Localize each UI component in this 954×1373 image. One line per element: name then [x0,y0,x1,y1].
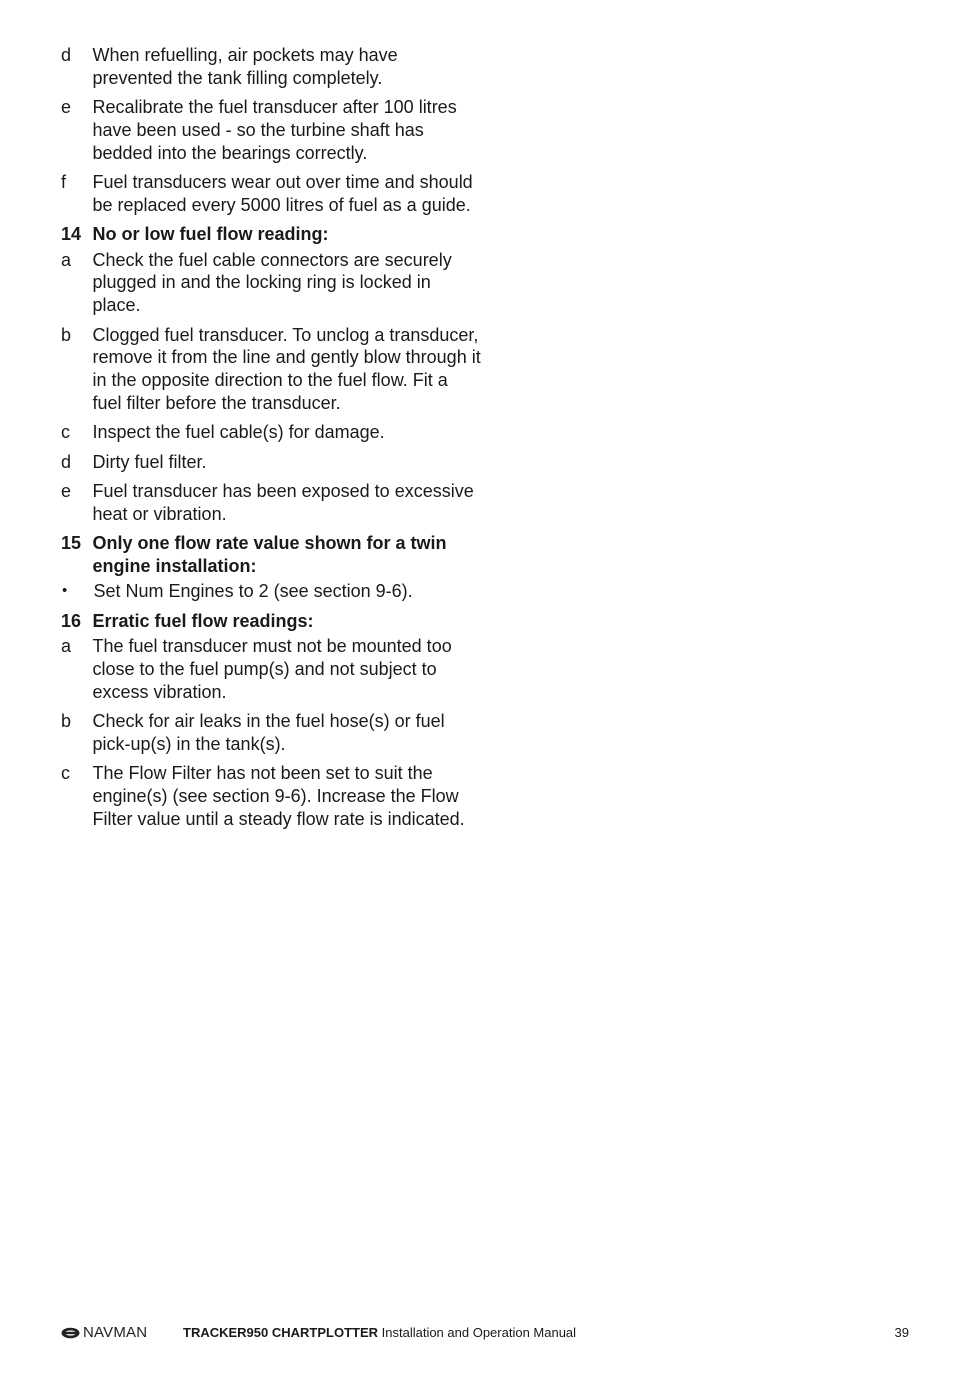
list-item-text: Recalibrate the fuel transducer after 100 litres have been used - so the turbine shaft has bedded into the bearings correctly. [92,97,457,163]
section-title: Erratic fuel flow readings: [92,610,314,631]
logo-text: NAVMAN [83,1324,148,1341]
page-footer [61,1324,909,1342]
list-marker: a [61,636,72,657]
navman-logo [61,1324,147,1342]
section-number: 15 [61,533,82,554]
manual-title [183,1324,576,1342]
list-item-text: The fuel transducer must not be mounted too close to the fuel pump(s) and not subject to excess vibration. [92,636,452,702]
list-item-text: Clogged fuel transducer. To unclog a transducer, remove it from the line and gently blow through it in the opposite direction to the fuel flow. Fit a fuel filter before the transducer. [92,324,481,414]
section-number: 16 [61,610,82,631]
section-heading [61,610,481,633]
list-item-text: Fuel transducer has been exposed to excessive heat or vibration. [92,481,474,524]
list-item [61,421,481,444]
list-item-text: Fuel transducers wear out over time and should be replaced every 5000 litres of fuel as a guide. [92,172,473,215]
list-marker: e [61,97,72,118]
list-item [61,249,481,317]
list-marker: b [61,324,72,345]
list-item [61,480,481,526]
section-heading [61,223,481,246]
list-marker: d [61,45,72,65]
list-item [61,96,481,164]
list-marker: c [61,763,70,784]
document-body [61,44,481,837]
list-item [61,762,481,830]
list-item [61,171,481,217]
list-marker: d [61,451,72,472]
list-item-text: Set Num Engines to 2 (see section 9-6). [93,581,413,602]
list-item-text: Check the fuel cable connectors are securely plugged in and the locking ring is locked in place. [92,249,452,316]
list-item-text: Inspect the fuel cable(s) for damage. [92,422,385,443]
section-heading [61,532,481,578]
list-item [61,44,481,90]
list-item [61,451,481,474]
section-title: Only one flow rate value shown for a twin engine installation: [92,533,447,577]
list-item-text: Dirty fuel filter. [92,451,207,472]
product-name: TRACKER950 CHARTPLOTTER [183,1325,379,1340]
list-marker: e [61,481,72,502]
list-item [61,580,481,603]
list-item-text: Check for air leaks in the fuel hose(s) or fuel pick-up(s) in the tank(s). [92,711,445,754]
list-marker: c [61,422,70,443]
list-marker: f [61,172,67,193]
list-marker: b [61,711,72,732]
list-item-text: When refuelling, air pockets may have prevented the tank filling completely. [92,45,398,88]
list-item [61,710,481,756]
list-item-text: The Flow Filter has not been set to suit the engine(s) (see section 9-6). Increase the Flow Filter value until a steady flow rate is indicated. [92,763,465,829]
manual-label: Installation and Operation Manual [381,1325,577,1340]
navman-logo-icon [61,1327,80,1339]
section-title: No or low fuel flow reading: [92,224,329,245]
page-number: 39 [894,1325,909,1340]
list-item [61,324,481,415]
list-marker: a [61,249,72,270]
section-number: 14 [61,224,82,245]
list-marker: • [62,582,68,600]
list-item [61,635,481,703]
